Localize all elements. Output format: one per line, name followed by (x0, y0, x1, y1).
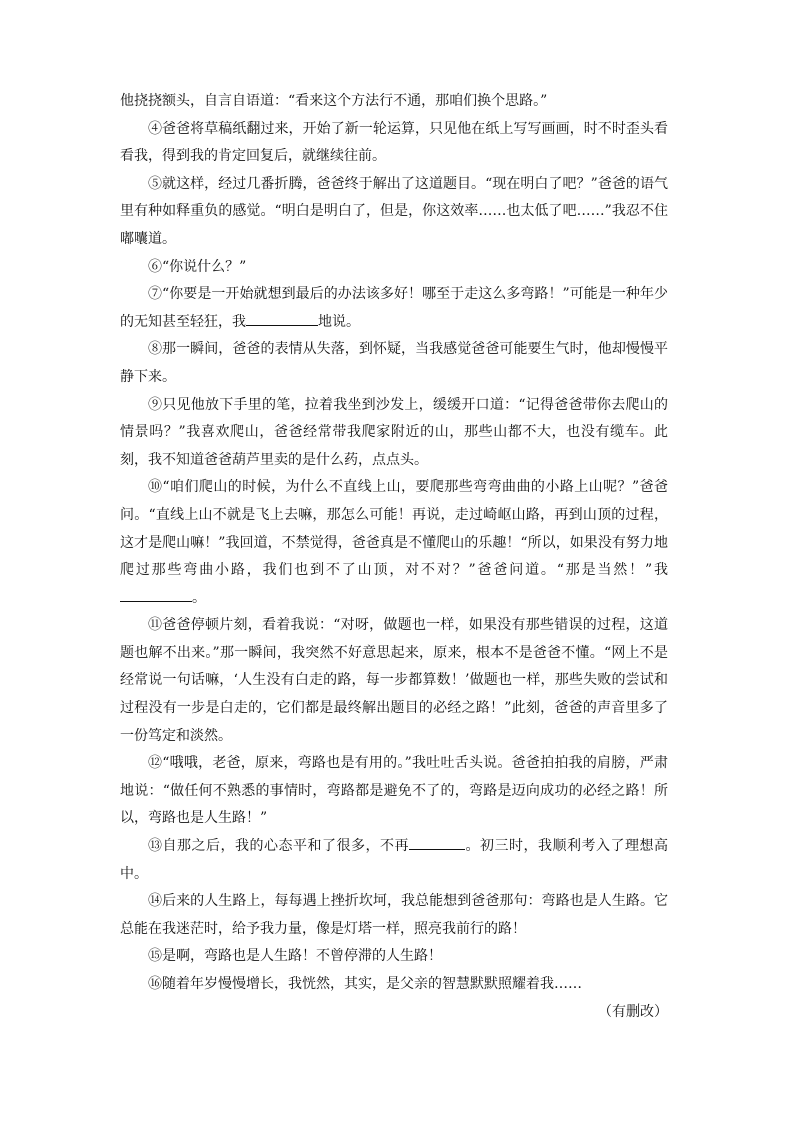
paragraph-8 (120, 336, 668, 391)
paragraph-7 (120, 281, 668, 336)
paragraph-16 (120, 971, 668, 999)
paragraph-10 (120, 474, 668, 612)
paragraph-12 (120, 750, 668, 833)
paragraph-text: ⑤就这样，经过几番折腾，爸爸终于解出了这道题目。“现在明白了吧？”爸爸的语气里有种如释重负的感觉。“明白是明白了，但是，你这效率……也太低了吧……”我忍不住嘟囔道。 (120, 175, 668, 247)
paragraph-4 (120, 116, 668, 171)
paragraph-9 (120, 392, 668, 475)
paragraph-11 (120, 612, 668, 750)
paragraph-5 (120, 171, 668, 254)
paragraph-text: 他挠挠额头，自言自语道：“看来这个方法行不通，那咱们换个思路。” (120, 93, 548, 109)
paragraph-text: ⑯随着年岁慢慢增长，我恍然，其实，是父亲的智慧默默照耀着我…… (148, 976, 582, 992)
paragraph-text: ⑦“你要是一开始就想到最后的办法该多好！哪至于走这么多弯路！”可能是一种年少的无知甚至轻狂，我 (120, 286, 668, 330)
fill-in-blank[interactable] (409, 833, 465, 850)
paragraph-text: ④爸爸将草稿纸翻过来，开始了新一轮运算，只见他在纸上写写画画，时不时歪头看看我，得到我的肯定回复后，就继续往前。 (120, 120, 668, 165)
paragraph-text: ⑪爸爸停顿片刻，看着我说：“对呀，做题也一样，如果没有那些错误的过程，这道题也解不出来。”那一瞬间，我突然不好意思起来，原来，根本不是爸爸不懂。“网上不是经常说一句话嘛，‘人生没有白走的路，每一步都算数！’做题也一样，那些失败的尝试和过程没有一步是白走的，它们都是最终解出题目的必经之路！”此刻，爸爸的声音里多了一份笃定和淡然。 (120, 617, 668, 744)
paragraph-text: ⑫“哦哦，老爸，原来，弯路也是有用的。”我吐吐舌头说。爸爸拍拍我的肩膀，严肃地说：“做任何不熟悉的事情时，弯路都是避免不了的，弯路是迈向成功的必经之路！所以，弯路也是人生路！” (120, 755, 668, 827)
paragraph-text: ⑮是啊，弯路也是人生路！不曾停滞的人生路！ (148, 948, 442, 965)
document-page (120, 88, 668, 1026)
fill-in-blank[interactable] (246, 309, 318, 326)
paragraph-text: ⑩“咱们爬山的时候，为什么不直线上山，要爬那些弯弯曲曲的小路上山呢？”爸爸问。“直线上山不就是飞上去嘛，那怎么可能！再说，走过崎岖山路，再到山顶的过程，这才是爬山嘛！”我回道，不禁觉得，爸爸真是不懂爬山的乐趣！“所以，如果没有努力地爬过那些弯曲小路，我们也到不了山顶，对不对？”爸爸问道。“那是当然！”我 (120, 479, 668, 579)
paragraph-text: 。初三时，我顺利考入了理想高中。 (120, 838, 668, 882)
paragraph-text: ⑭后来的人生路上，每每遇上挫折坎坷，我总能想到爸爸那句：弯路也是人生路。它总能在我迷茫时，给予我力量，像是灯塔一样，照亮我前行的路！ (120, 893, 668, 937)
paragraph-text: 。 (192, 589, 206, 606)
paragraph-text: 地说。 (318, 313, 360, 330)
paragraph-text: ⑥“你说什么？” (148, 258, 247, 275)
paragraph-14 (120, 888, 668, 943)
paragraph-text: ⑬自那之后，我的心态平和了很多，不再 (148, 838, 409, 855)
paragraph-13 (120, 833, 668, 888)
fill-in-blank[interactable] (120, 585, 192, 602)
paragraph-15 (120, 943, 668, 971)
paragraph-text: ⑨只见他放下手里的笔，拉着我坐到沙发上，缓缓开口道：“记得爸爸带你去爬山的情景吗？”我喜欢爬山，爸爸经常带我爬家附近的山，那些山都不大，也没有缆车。此刻，我不知道爸爸葫芦里卖的是什么药，点点头。 (120, 396, 668, 468)
source-note: （有删改） (598, 1003, 668, 1020)
paragraph-3-end (120, 88, 668, 116)
paragraph-6 (120, 254, 668, 282)
paragraph-text: ⑧那一瞬间，爸爸的表情从失落，到怀疑，当我感觉爸爸可能要生气时，他却慢慢平静下来。 (120, 341, 668, 385)
